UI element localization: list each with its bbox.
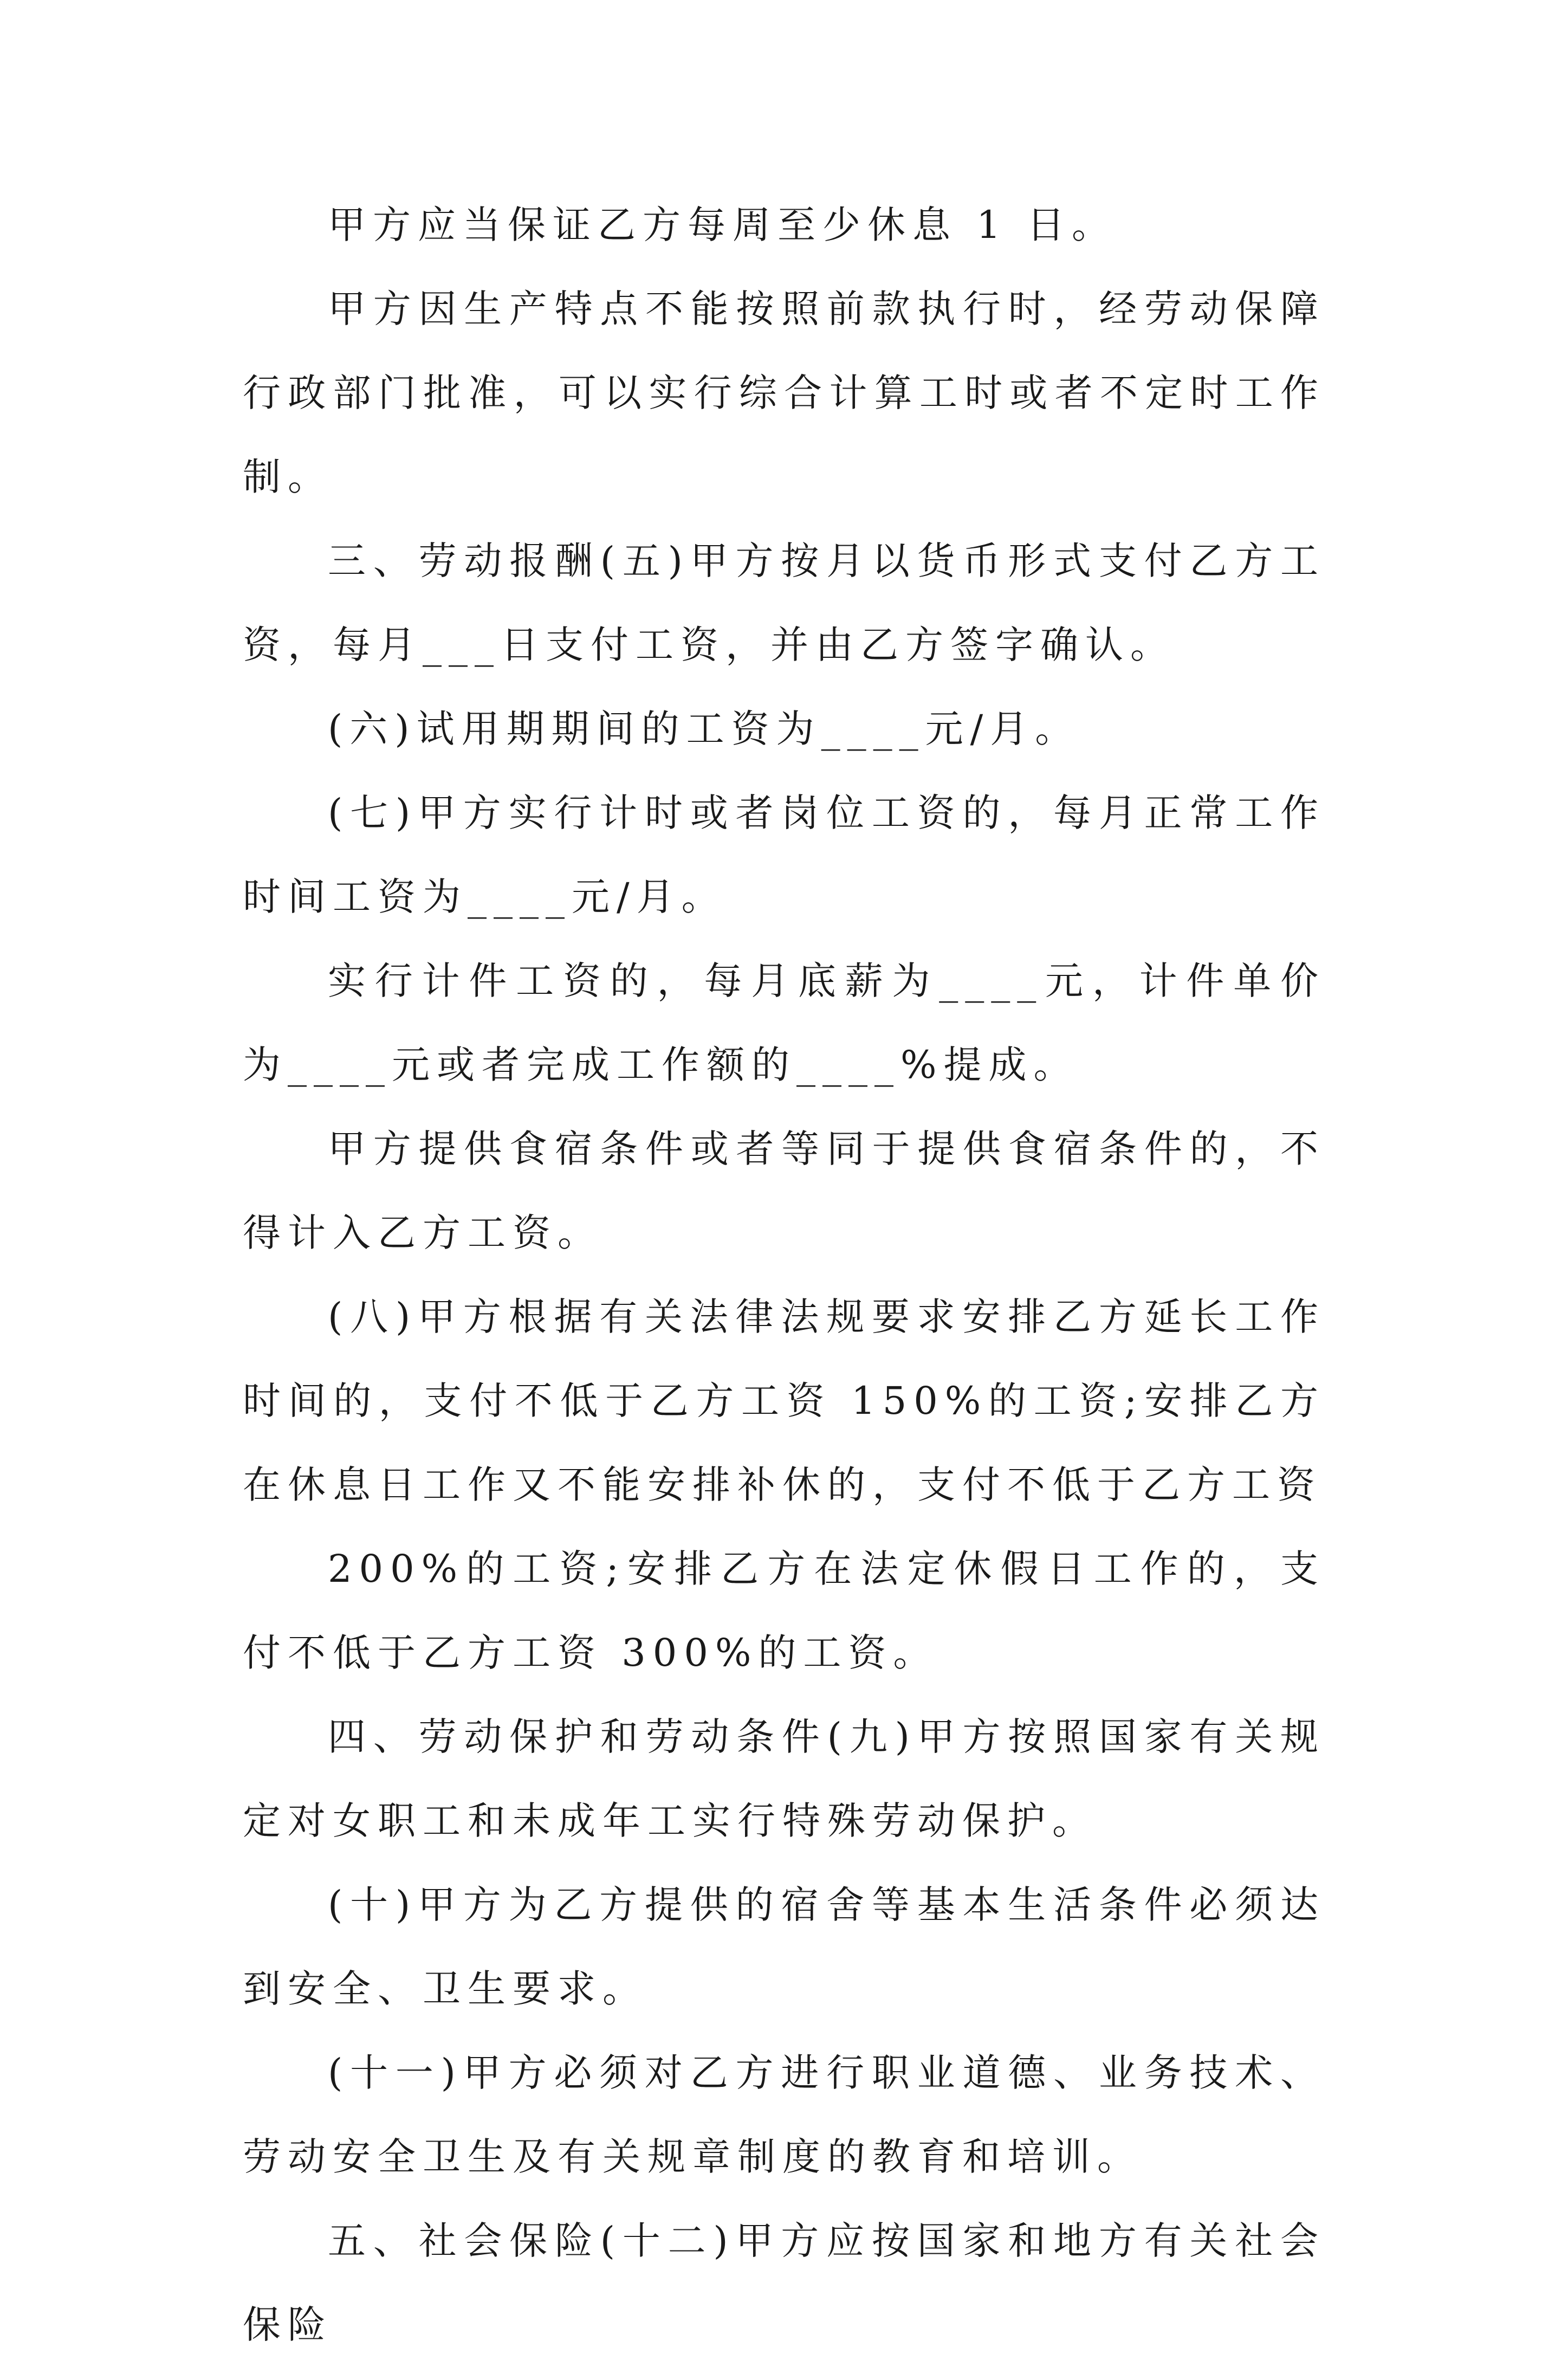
paragraph-section-3-remuneration: 三、劳动报酬(五)甲方按月以货币形式支付乙方工资，每月___日支付工资，并由乙方签字确认。 (243, 539, 1325, 667)
paragraph-probation-wage: (六)试用期期间的工资为____元/月。 (328, 707, 1080, 751)
paragraph-room-board: 甲方提供食宿条件或者等同于提供食宿条件的，不得计入乙方工资。 (243, 1127, 1325, 1255)
paragraph-holiday-pay: 200%的工资;安排乙方在法定休假日工作的，支付不低于乙方工资 300%的工资。 (243, 1547, 1325, 1675)
paragraph-section-5-insurance: 五、社会保险(十二)甲方应按国家和地方有关社会保险 (243, 2219, 1325, 2347)
paragraph-dormitory: (十)甲方为乙方提供的宿舍等基本生活条件必须达到安全、卫生要求。 (243, 1883, 1325, 2011)
paragraph-piece-rate: 实行计件工资的，每月底薪为____元，计件单价为____元或者完成工作额的____%提成。 (243, 959, 1325, 1087)
paragraph-training: (十一)甲方必须对乙方进行职业道德、业务技术、劳动安全卫生及有关规章制度的教育和培训。 (243, 2051, 1325, 2179)
paragraph-working-hours: 甲方因生产特点不能按照前款执行时，经劳动保障行政部门批准，可以实行综合计算工时或者不定时工作制。 (243, 287, 1325, 499)
document-body (243, 183, 1325, 2367)
paragraph-overtime-pay: (八)甲方根据有关法律法规要求安排乙方延长工作时间的，支付不低于乙方工资 150%的工资;安排乙方在休息日工作又不能安排补休的，支付不低于乙方工资 (243, 1295, 1325, 1507)
paragraph-section-4-protection: 四、劳动保护和劳动条件(九)甲方按照国家有关规定对女职工和未成年工实行特殊劳动保护。 (243, 1715, 1325, 1843)
paragraph-hourly-wage: (七)甲方实行计时或者岗位工资的，每月正常工作时间工资为____元/月。 (243, 791, 1325, 919)
paragraph-rest-day: 甲方应当保证乙方每周至少休息 1 日。 (328, 203, 1117, 247)
